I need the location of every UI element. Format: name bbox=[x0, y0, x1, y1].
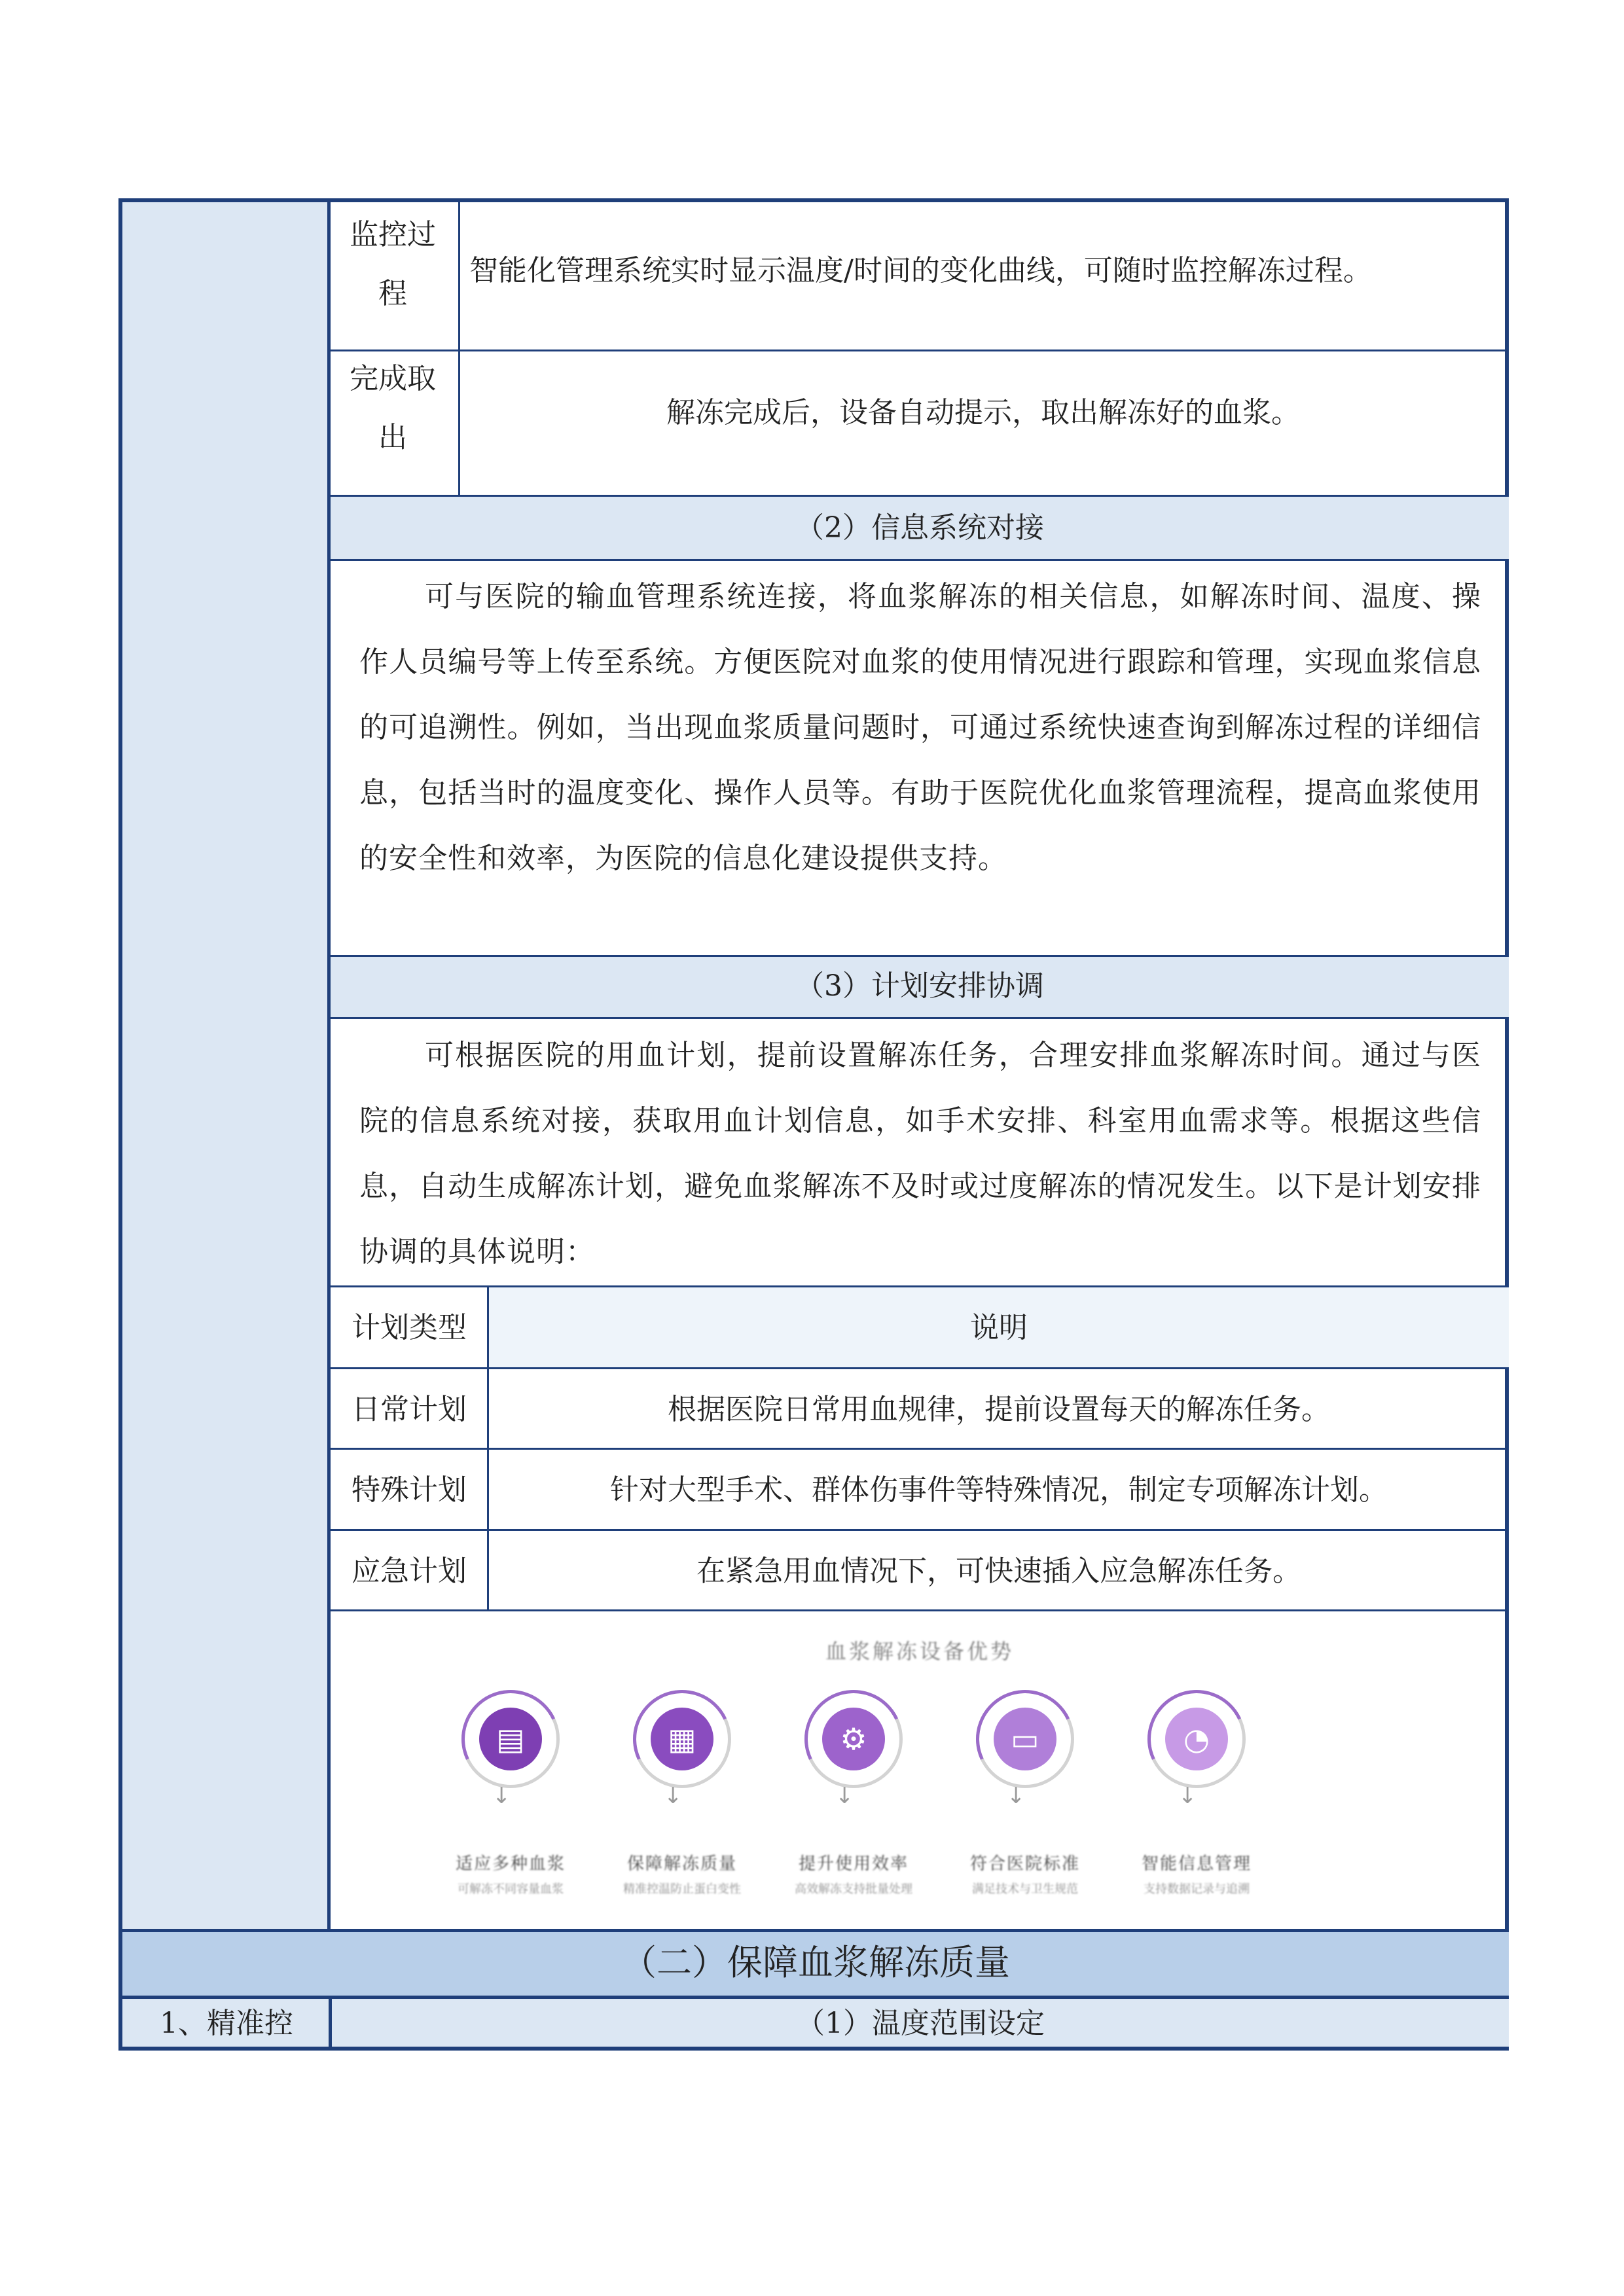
infographic-ring bbox=[1147, 1690, 1246, 1788]
infographic-caption: 提升使用效率 bbox=[798, 1854, 909, 1874]
process-content-monitor: 智能化管理系统实时显示温度/时间的变化曲线，可随时监控解冻过程。 bbox=[469, 254, 1372, 287]
infographic-ring bbox=[633, 1690, 731, 1788]
divider bbox=[331, 350, 1509, 351]
divider bbox=[331, 1367, 1509, 1369]
divider bbox=[331, 1017, 1509, 1019]
grid-icon bbox=[651, 1708, 713, 1770]
process-label-finish: 完成取 出 bbox=[350, 362, 436, 454]
infographic-caption: 适应多种血浆 bbox=[455, 1854, 566, 1874]
grid-icon-glyph: ▦ bbox=[668, 1721, 696, 1757]
infographic-subcaption: 可解冻不同容量血浆 bbox=[458, 1882, 564, 1896]
plan-row-type: 特殊计划 bbox=[352, 1473, 467, 1507]
down-arrow-icon: ↓ bbox=[492, 1783, 511, 1809]
document-table bbox=[118, 198, 1509, 2051]
gear-icon bbox=[822, 1708, 885, 1770]
chart-icon-glyph: ◔ bbox=[1183, 1721, 1210, 1757]
infographic-ring bbox=[461, 1690, 560, 1788]
plan-row-desc: 在紧急用血情况下，可快速插入应急解冻任务。 bbox=[696, 1554, 1301, 1588]
plan-paragraph: 可根据医院的用血计划，提前设置解冻任务，合理安排血浆解冻时间。通过与医院的信息系统对接，获取用血计划信息，如手术安排、科室用血需求等。根据这些信息，自动生成解冻计划，避免血浆解冻不及时或过度解冻的情况发生。以下是计划安排协调的具体说明： bbox=[359, 1039, 1481, 1268]
bottom-right-heading: （1）温度范围设定 bbox=[796, 2007, 1045, 2040]
down-arrow-icon: ↓ bbox=[835, 1783, 854, 1809]
infographic-subcaption: 精准控温防止蛋白变性 bbox=[623, 1882, 741, 1896]
infographic bbox=[331, 1611, 1509, 1929]
plan-row-desc: 根据医院日常用血规律，提前设置每天的解冻任务。 bbox=[668, 1393, 1330, 1426]
infographic-caption: 智能信息管理 bbox=[1141, 1854, 1252, 1874]
section-two-title: （二）保障血浆解冻质量 bbox=[621, 1942, 1010, 1983]
infographic-ring bbox=[976, 1690, 1074, 1788]
divider bbox=[331, 559, 1509, 561]
infographic-subcaption: 高效解冻支持批量处理 bbox=[795, 1882, 912, 1896]
chart-icon bbox=[1165, 1708, 1228, 1770]
infographic-caption: 符合医院标准 bbox=[969, 1854, 1080, 1874]
plan-row-type: 应急计划 bbox=[352, 1554, 467, 1588]
down-arrow-icon: ↓ bbox=[1007, 1783, 1026, 1809]
process-label-monitor: 监控过 程 bbox=[350, 218, 436, 310]
infographic-title: 血浆解冻设备优势 bbox=[825, 1639, 1014, 1664]
bottom-left-label: 1、精准控 bbox=[160, 2007, 293, 2040]
infographic-ring bbox=[804, 1690, 903, 1788]
plan-table-header-type: 计划类型 bbox=[352, 1311, 467, 1344]
monitor-icon bbox=[994, 1708, 1056, 1770]
down-arrow-icon: ↓ bbox=[664, 1783, 683, 1809]
divider bbox=[331, 1529, 1509, 1531]
gear-icon-glyph: ⚙ bbox=[840, 1721, 867, 1757]
left-category-column bbox=[122, 202, 331, 1930]
plan-table-header-desc: 说明 bbox=[970, 1311, 1028, 1344]
down-arrow-icon: ↓ bbox=[1178, 1783, 1197, 1809]
section-heading-plan: （3）计划安排协调 bbox=[795, 969, 1044, 1003]
document-icon bbox=[479, 1708, 542, 1770]
infographic-subcaption: 支持数据记录与追溯 bbox=[1144, 1882, 1250, 1896]
process-content-finish: 解冻完成后，设备自动提示，取出解冻好的血浆。 bbox=[666, 396, 1300, 429]
infographic-caption: 保障解冻质量 bbox=[626, 1854, 737, 1874]
plan-row-type: 日常计划 bbox=[352, 1393, 467, 1426]
info-system-paragraph: 可与医院的输血管理系统连接，将血浆解冻的相关信息，如解冻时间、温度、操作人员编号等上传至系统。方便医院对血浆的使用情况进行跟踪和管理，实现血浆信息的可追溯性。例如，当出现血浆质量问题时，可通过系统快速查询到解冻过程的详细信息，包括当时的温度变化、操作人员等。有助于医院优化血浆管理流程，提高血浆使用的安全性和效率，为医院的信息化建设提供支持。 bbox=[359, 580, 1481, 875]
document-icon-glyph: ▤ bbox=[496, 1721, 525, 1757]
monitor-icon-glyph: ▭ bbox=[1011, 1721, 1039, 1757]
divider bbox=[331, 1448, 1509, 1450]
section-heading-info-system: （2）信息系统对接 bbox=[795, 511, 1044, 545]
infographic-subcaption: 满足技术与卫生规范 bbox=[972, 1882, 1078, 1896]
plan-row-desc: 针对大型手术、群体伤事件等特殊情况，制定专项解冻计划。 bbox=[610, 1473, 1388, 1507]
